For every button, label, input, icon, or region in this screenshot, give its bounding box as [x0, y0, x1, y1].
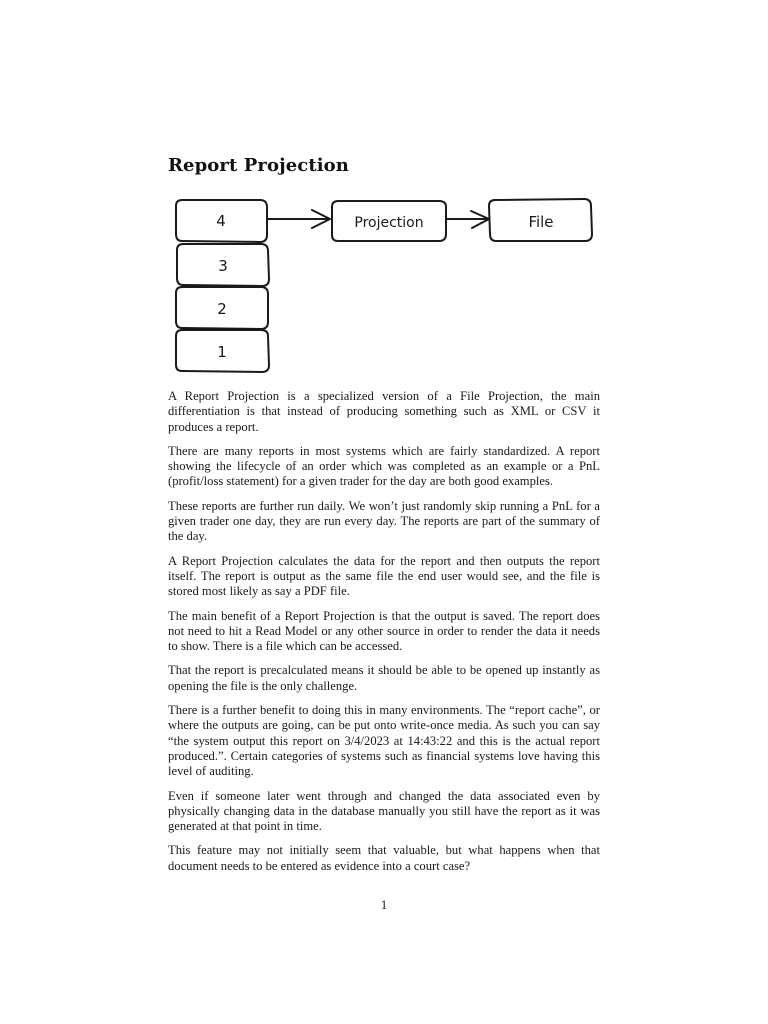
stack-label-2: 2 — [217, 300, 227, 318]
report-projection-diagram — [160, 188, 610, 378]
page-title: Report Projection — [168, 155, 349, 176]
paragraph: That the report is precalculated means it should be able to be opened up instantly as opening the file is the only challenge. — [168, 663, 600, 693]
paragraph: The main benefit of a Report Projection is that the output is saved. The report does not need to hit a Read Model or any other source in order to render the data it needs to show. There is a file which can be accessed. — [168, 608, 600, 654]
paragraph: These reports are further run daily. We won’t just randomly skip running a PnL for a given trader one day, they are run every day. The reports are part of the summary of the day. — [168, 498, 600, 544]
stack-label-4: 4 — [216, 212, 226, 230]
page-number: 1 — [380, 898, 388, 912]
file-label: File — [528, 213, 554, 231]
body-text — [168, 389, 600, 883]
paragraph: Even if someone later went through and changed the data associated even by physically changing data in the database manually you still have the report as it was generated at that point in time. — [168, 788, 600, 834]
paragraph: There are many reports in most systems which are fairly standardized. A report showing the lifecycle of an order which was completed as an example or a PnL (profit/loss statement) for a given trader for the day are both good examples. — [168, 443, 600, 489]
paragraph: A Report Projection is a specialized version of a File Projection, the main differentiation is that instead of producing something such as XML or CSV it produces a report. — [168, 389, 600, 434]
paragraph: A Report Projection calculates the data for the report and then outputs the report itself. The report is output as the same file the end user would see, and the file is stored most likely as say a PDF file. — [168, 553, 600, 599]
stack-label-1: 1 — [217, 343, 227, 361]
paragraph: This feature may not initially seem that valuable, but what happens when that document needs to be entered as evidence into a court case? — [168, 843, 600, 873]
projection-label: Projection — [354, 215, 424, 231]
paragraph: There is a further benefit to doing this in many environments. The “report cache”, or where the outputs are going, can be put onto write-once media. As such you can say “the system output this report on 3/4/2023 at 14:43:22 and this is the actual report produced.”. Certain categories of systems such as financial systems love having this level of auditing. — [168, 703, 600, 779]
stack-label-3: 3 — [218, 257, 228, 275]
